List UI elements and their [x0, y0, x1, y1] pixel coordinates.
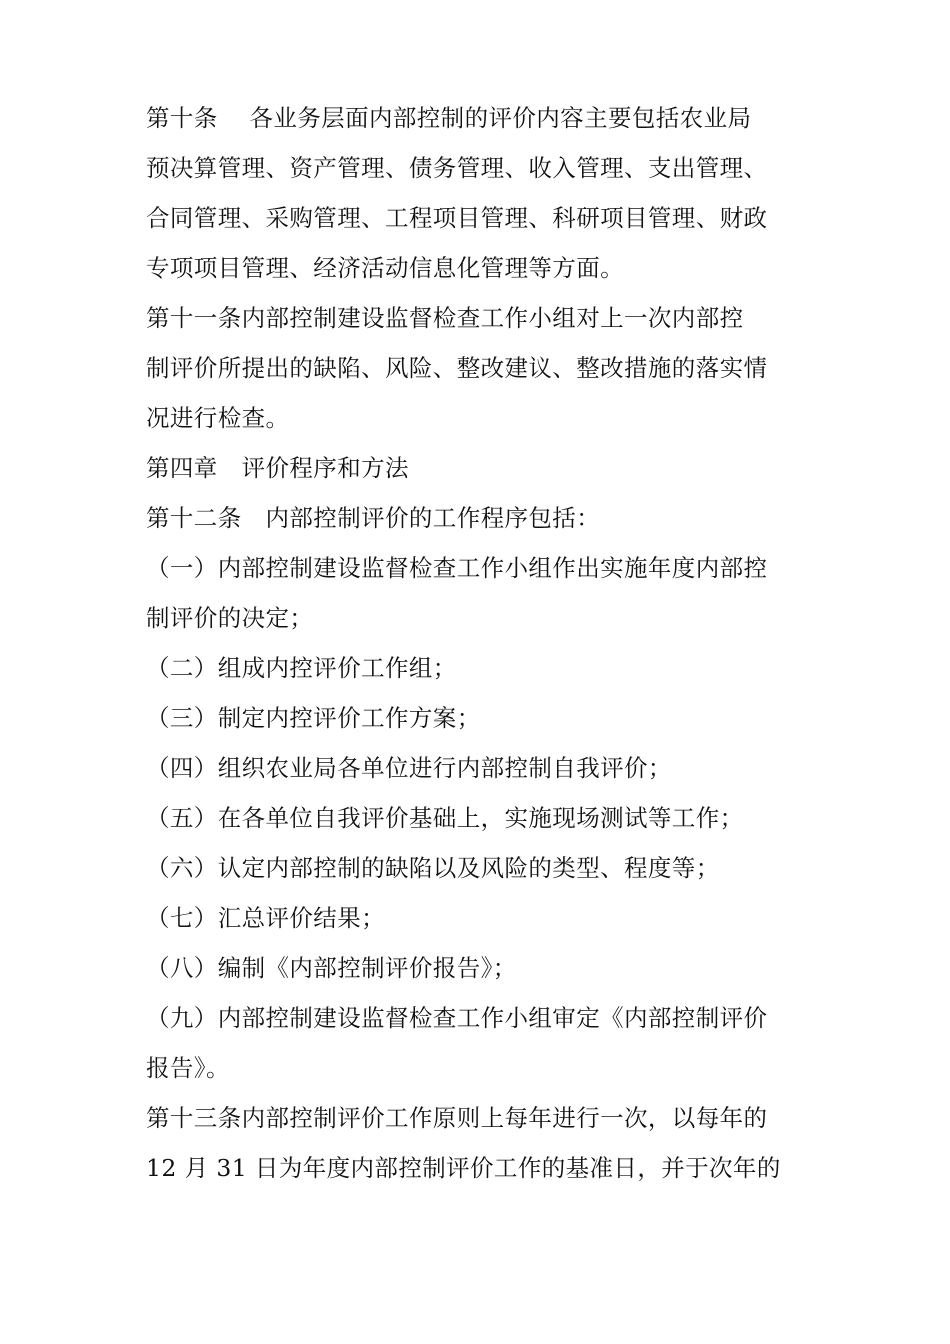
list-item: （一）内部控制建设监督检查工作小组作出实施年度内部控 [146, 554, 768, 582]
text-line: 12 月 31 日为年度内部控制评价工作的基准日，并于次年的 [146, 1154, 781, 1182]
text-line: 第十二条 内部控制评价的工作程序包括： [146, 504, 601, 532]
list-item: （九）内部控制建设监督检查工作小组审定《内部控制评价 [146, 1004, 768, 1032]
chapter-heading: 第四章 评价程序和方法 [146, 454, 409, 482]
list-item: （二）组成内控评价工作组； [146, 654, 457, 682]
list-item: （三）制定内控评价工作方案； [146, 704, 481, 732]
text-line: 第十一条内部控制建设监督检查工作小组对上一次内部控 [146, 304, 744, 332]
text-line: 合同管理、采购管理、工程项目管理、科研项目管理、财政 [146, 204, 768, 232]
text-line: 专项项目管理、经济活动信息化管理等方面。 [146, 254, 624, 282]
list-item: （八）编制《内部控制评价报告》； [146, 954, 517, 982]
list-item: （六）认定内部控制的缺陷以及风险的类型、程度等； [146, 854, 720, 882]
list-item: （五）在各单位自我评价基础上，实施现场测试等工作； [146, 804, 744, 832]
document-body [146, 93, 810, 1193]
text-line: 制评价所提出的缺陷、风险、整改建议、整改措施的落实情 [146, 354, 768, 382]
list-item: 制评价的决定； [146, 604, 314, 632]
list-item: 报告》。 [146, 1054, 230, 1082]
text-line: 况进行检查。 [146, 404, 290, 432]
text-line: 第十三条内部控制评价工作原则上每年进行一次，以每年的 [146, 1104, 768, 1132]
list-item: （七）汇总评价结果； [146, 904, 385, 932]
list-item: （四）组织农业局各单位进行内部控制自我评价； [146, 754, 672, 782]
text-line: 第十条 各业务层面内部控制的评价内容主要包括农业局 [146, 104, 752, 132]
text-line: 预决算管理、资产管理、债务管理、收入管理、支出管理、 [146, 154, 768, 182]
